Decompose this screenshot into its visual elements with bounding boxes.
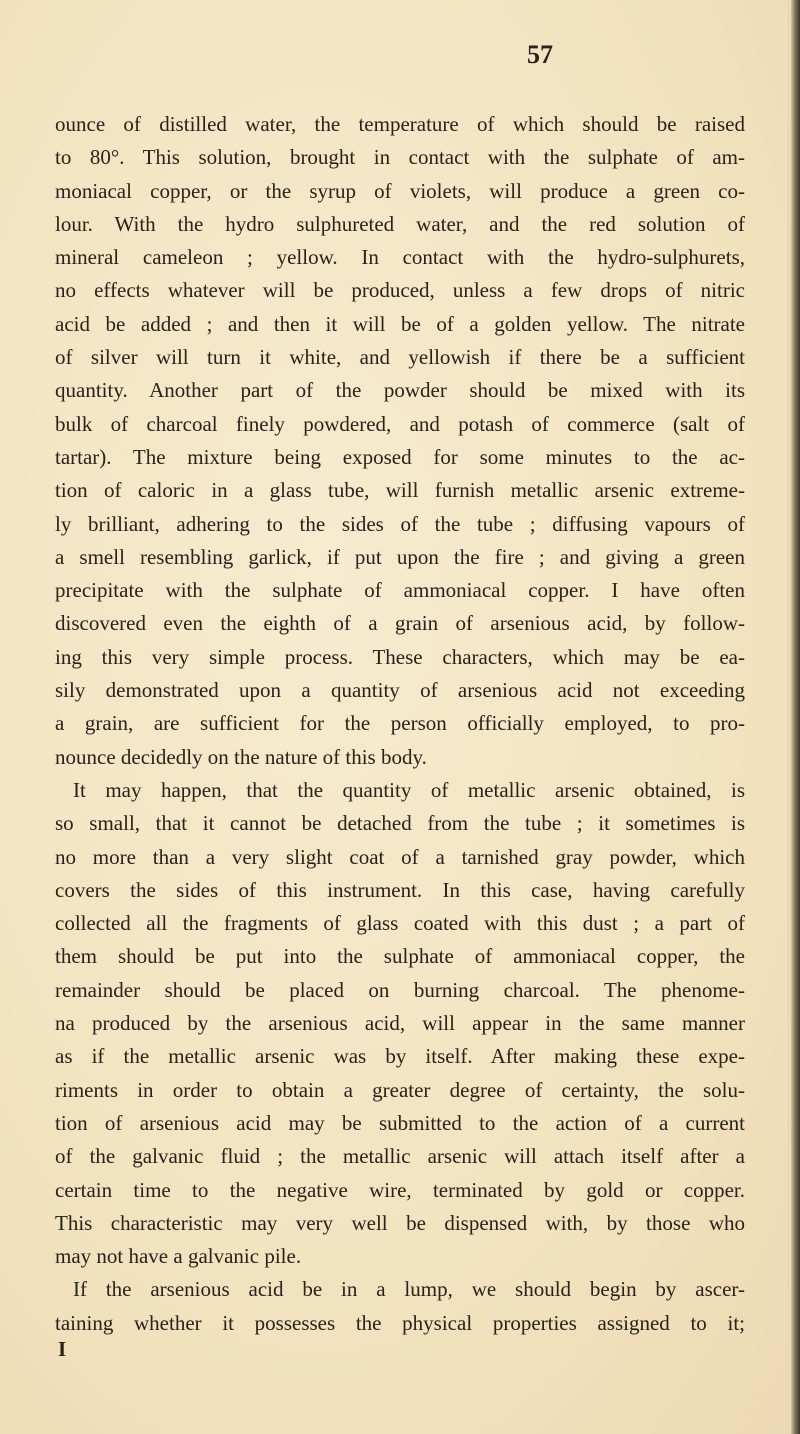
text-line: a grain, are sufficient for the person officially employed, to pro- [55, 711, 745, 736]
text-line: riments in order to obtain a greater degree of certainty, the solu- [55, 1077, 745, 1102]
text-line: them should be put into the sulphate of ammoniacal copper, the [55, 944, 745, 969]
text-line: tartar). The mixture being exposed for some minutes to the ac- [55, 444, 745, 469]
text-line: of the galvanic fluid ; the metallic arsenic will attach itself after a [55, 1144, 745, 1169]
text-line: acid be added ; and then it will be of a golden yellow. The nitrate [55, 311, 745, 336]
text-line: of silver will turn it white, and yellowish if there be a sufficient [55, 345, 745, 370]
text-line: ing this very simple process. These characters, which may be ea- [55, 644, 745, 669]
text-line: lour. With the hydro sulphureted water, and the red solution of [55, 211, 745, 236]
text-line: discovered even the eighth of a grain of arsenious acid, by follow- [55, 611, 745, 636]
text-line: moniacal copper, or the syrup of violets, will produce a green co- [55, 178, 745, 203]
text-line: remainder should be placed on burning charcoal. The phenome- [55, 977, 745, 1002]
text-line: a smell resembling garlick, if put upon the fire ; and giving a green [55, 544, 745, 569]
text-line: covers the sides of this instrument. In this case, having carefully [55, 877, 745, 902]
text-line: precipitate with the sulphate of ammoniacal copper. I have often [55, 578, 745, 603]
text-line: sily demonstrated upon a quantity of arsenious acid not exceeding [55, 678, 745, 703]
binding-edge [791, 0, 800, 1434]
text-line: If the arsenious acid be in a lump, we should begin by ascer- [73, 1277, 745, 1302]
text-line: no effects whatever will be produced, unless a few drops of nitric [55, 278, 745, 303]
text-line: taining whether it possesses the physical properties assigned to it; [55, 1310, 745, 1335]
text-line: na produced by the arsenious acid, will appear in the same manner [55, 1011, 745, 1036]
text-line: mineral cameleon ; yellow. In contact with the hydro-sulphurets, [55, 245, 745, 270]
text-line: as if the metallic arsenic was by itself. After making these expe- [55, 1044, 745, 1069]
text-line: collected all the fragments of glass coated with this dust ; a part of [55, 911, 745, 936]
text-line: certain time to the negative wire, terminated by gold or copper. [55, 1177, 745, 1202]
text-line: to 80°. This solution, brought in contact with the sulphate of am- [55, 145, 745, 170]
page-number: 57 [527, 40, 553, 69]
text-line: bulk of charcoal finely powdered, and potash of commerce (salt of [55, 411, 745, 436]
text-line: It may happen, that the quantity of metallic arsenic obtained, is [73, 777, 745, 802]
text-line: may not have a galvanic pile. [55, 1244, 302, 1269]
text-line: no more than a very slight coat of a tarnished gray powder, which [55, 844, 745, 869]
text-line: so small, that it cannot be detached from the tube ; it sometimes is [55, 811, 745, 836]
text-line: This characteristic may very well be dispensed with, by those who [55, 1210, 745, 1235]
text-line: ly brilliant, adhering to the sides of the tube ; diffusing vapours of [55, 511, 745, 536]
body-text [55, 108, 745, 1340]
text-line: tion of caloric in a glass tube, will furnish metallic arsenic extreme- [55, 478, 745, 503]
text-line: ounce of distilled water, the temperature of which should be raised [55, 112, 745, 136]
text-line: tion of arsenious acid may be submitted to the action of a current [55, 1110, 745, 1135]
text-line: quantity. Another part of the powder should be mixed with its [55, 378, 745, 403]
text-line: nounce decidedly on the nature of this body. [55, 744, 427, 769]
catchword: I [58, 1337, 67, 1361]
